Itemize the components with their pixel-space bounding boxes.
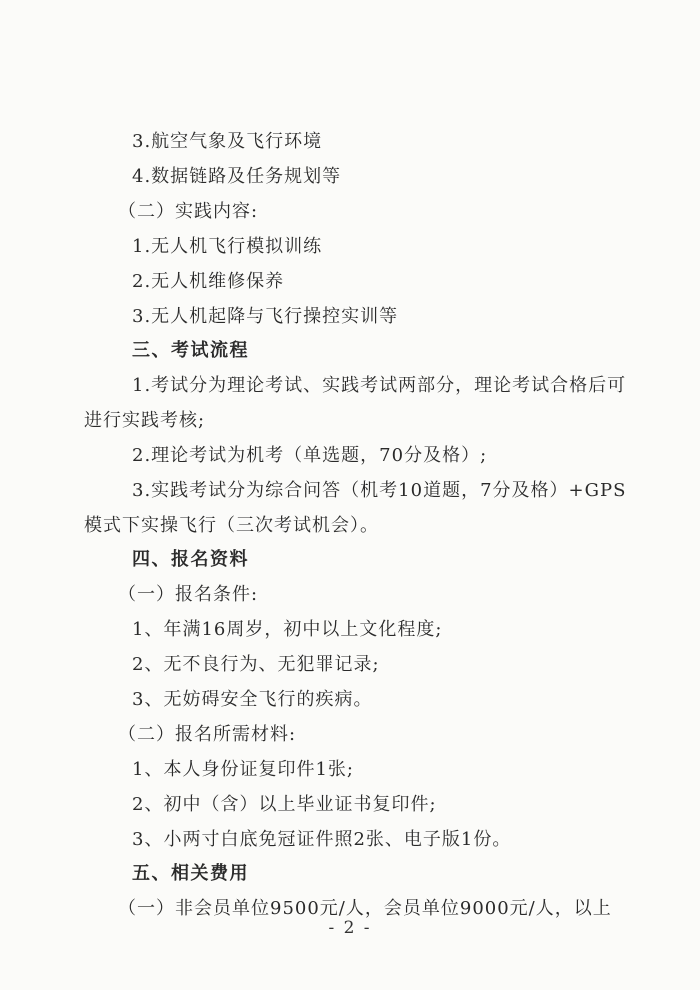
- list-item-takeoff-landing: 3.无人机起降与飞行操控实训等: [132, 306, 399, 327]
- paragraph-practice-exam-cont: 模式下实操飞行（三次考试机会）。: [84, 515, 379, 536]
- list-item-photos: 3、小两寸白底免冠证件照2张、电子版1份。: [132, 829, 512, 850]
- paragraph-fees: （一）非会员单位9500元/人，会员单位9000元/人，以上: [118, 898, 612, 919]
- subheading-practice-content: （二）实践内容:: [118, 201, 259, 222]
- section-heading-fees: 五、相关费用: [132, 863, 249, 884]
- subheading-materials: （二）报名所需材料:: [118, 724, 297, 745]
- list-item-aviation-weather: 3.航空气象及飞行环境: [132, 131, 323, 152]
- section-heading-exam-process: 三、考试流程: [132, 340, 249, 361]
- section-heading-registration: 四、报名资料: [132, 549, 249, 570]
- paragraph-exam-parts: 1.考试分为理论考试、实践考试两部分，理论考试合格后可: [132, 375, 627, 396]
- list-item-id-copy: 1、本人身份证复印件1张;: [132, 759, 354, 780]
- paragraph-theory-exam: 2.理论考试为机考（单选题，70分及格）;: [132, 445, 488, 466]
- list-item-no-disease: 3、无妨碍安全飞行的疾病。: [132, 689, 373, 710]
- paragraph-exam-parts-cont: 进行实践考核;: [84, 410, 206, 431]
- list-item-maintenance: 2.无人机维修保养: [132, 271, 285, 292]
- list-item-no-record: 2、无不良行为、无犯罪记录;: [132, 654, 380, 675]
- subheading-conditions: （一）报名条件:: [118, 584, 259, 605]
- list-item-diploma-copy: 2、初中（含）以上毕业证书复印件;: [132, 794, 437, 815]
- list-item-age: 1、年满16周岁，初中以上文化程度;: [132, 619, 443, 640]
- list-item-flight-simulation: 1.无人机飞行模拟训练: [132, 236, 323, 257]
- list-item-data-link: 4.数据链路及任务规划等: [132, 166, 342, 187]
- paragraph-practice-exam: 3.实践考试分为综合问答（机考10道题，7分及格）+GPS: [132, 480, 627, 501]
- page-number: - 2 -: [328, 918, 372, 938]
